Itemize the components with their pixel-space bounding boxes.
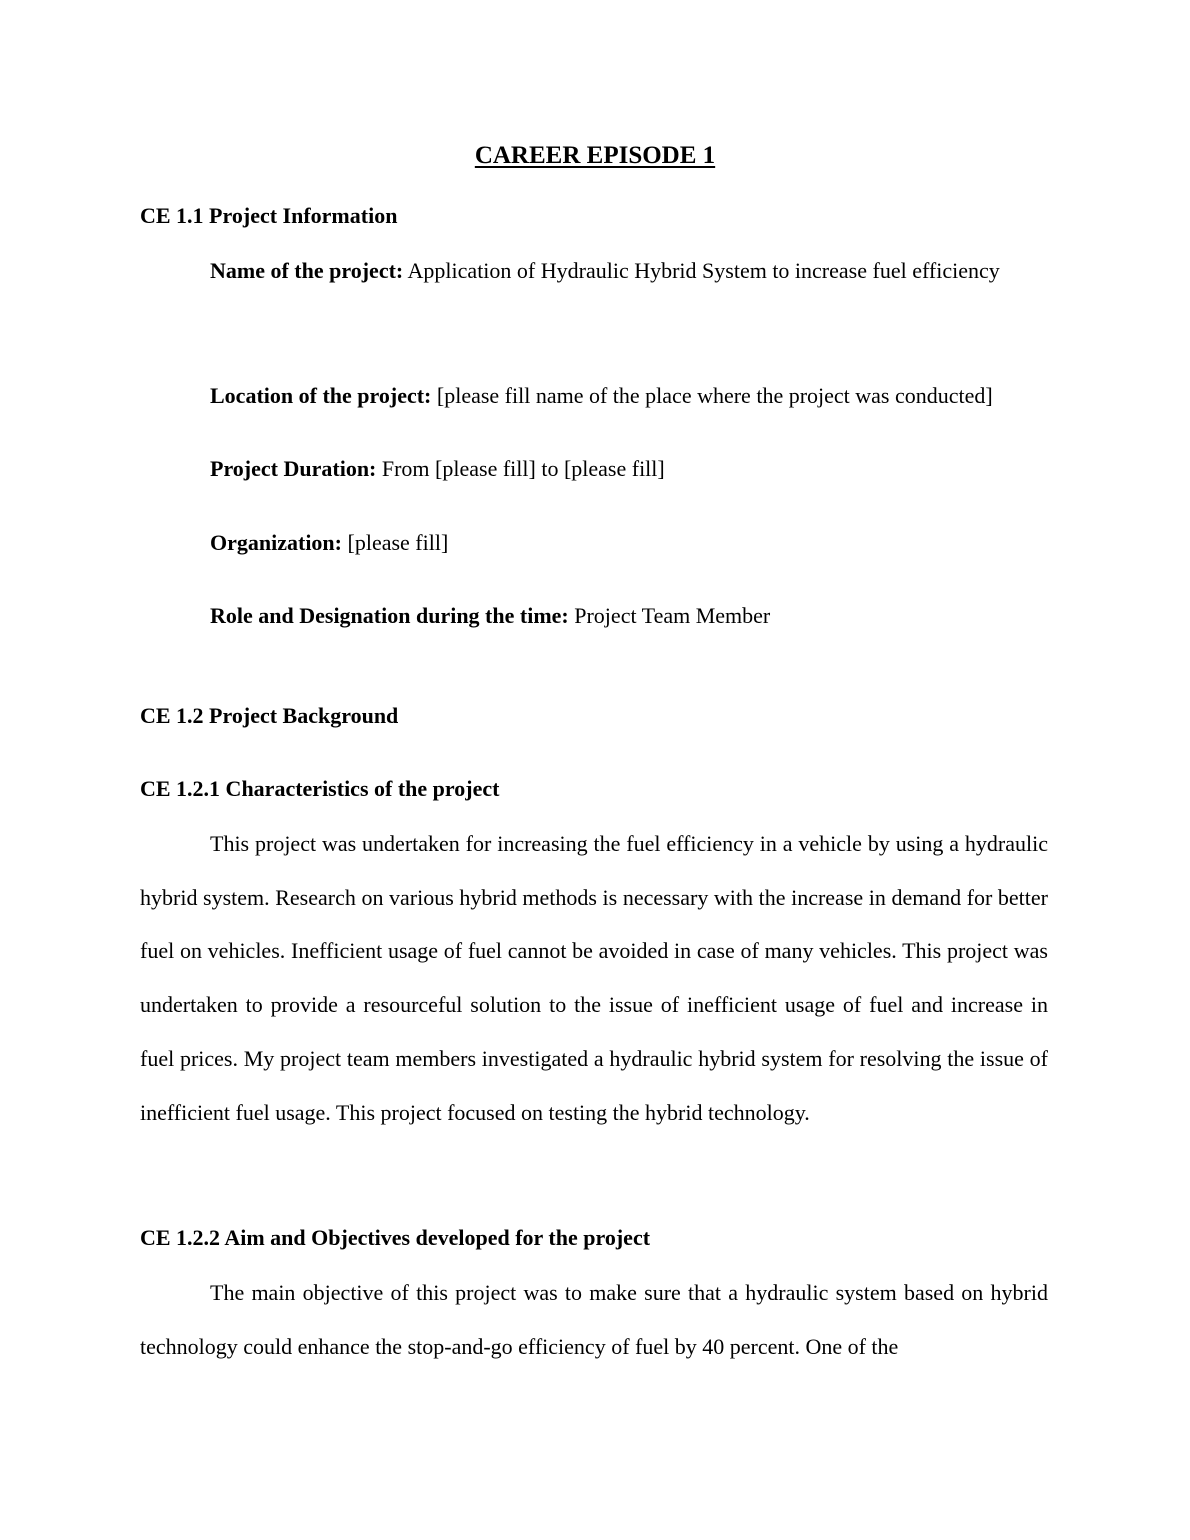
project-location-value: [please fill name of the place where the project was conducted]: [436, 383, 993, 408]
aims-paragraph: The main objective of this project was to make sure that a hydraulic system based on hybrid technology could enhance the stop-and-go efficiency of fuel by 40 percent. One of the: [140, 1280, 1048, 1359]
project-location-line: [210, 385, 993, 407]
organization-label: Organization:: [210, 530, 342, 555]
project-name-paragraph: [140, 244, 1048, 297]
organization-line: [210, 532, 448, 554]
role-line: [210, 605, 770, 627]
role-label: Role and Designation during the time:: [210, 603, 569, 628]
document-title: [0, 143, 1190, 168]
section-heading-project-background: CE 1.2 Project Background: [140, 703, 399, 728]
project-duration-label: Project Duration:: [210, 456, 377, 481]
role-value: Project Team Member: [574, 603, 771, 628]
section-heading-aims-objectives: CE 1.2.2 Aim and Objectives developed for the project: [140, 1225, 651, 1250]
document-title-text: CAREER EPISODE 1: [474, 142, 716, 169]
project-duration-line: [210, 458, 665, 480]
project-duration-value: From [please fill] to [please fill]: [381, 456, 665, 481]
project-name-label: Name of the project:: [210, 258, 404, 283]
section-heading-project-information: CE 1.1 Project Information: [140, 203, 398, 228]
section-heading-characteristics: CE 1.2.1 Characteristics of the project: [140, 776, 500, 801]
characteristics-paragraph: This project was undertaken for increasing the fuel efficiency in a vehicle by using a hydraulic hybrid system. Research on various hybrid methods is necessary with the increase in demand for better fuel on vehicles. Inefficient usage of fuel cannot be avoided in case of many vehicles. This project was undertaken to provide a resourceful solution to the issue of inefficient usage of fuel and increase in fuel prices. My project team members investigated a hydraulic hybrid system for resolving the issue of inefficient fuel usage. This project focused on testing the hybrid technology.: [140, 831, 1048, 1125]
project-name-value: Application of Hydraulic Hybrid System to increase fuel efficiency: [407, 258, 1000, 283]
organization-value: [please fill]: [347, 530, 449, 555]
project-location-label: Location of the project:: [210, 383, 432, 408]
